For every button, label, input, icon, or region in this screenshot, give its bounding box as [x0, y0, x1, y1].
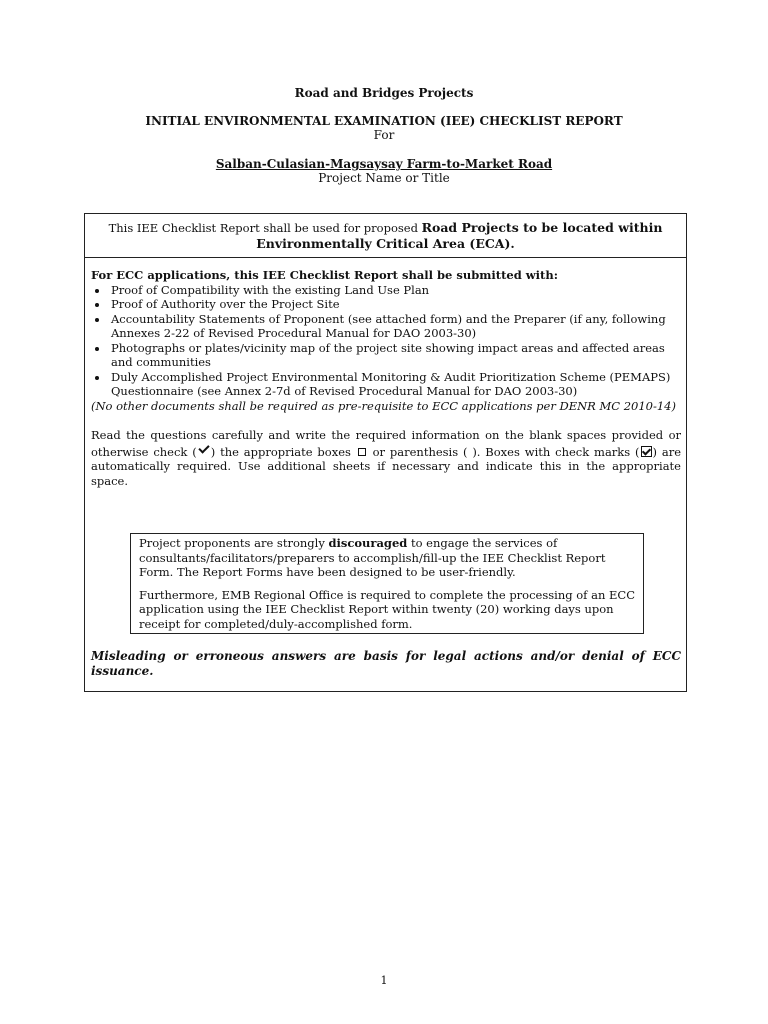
intro-cell: [85, 214, 686, 258]
notice-paragraph-1: [139, 536, 635, 580]
requirements-list: [91, 283, 681, 399]
requirements-note: (No other documents shall be required as pre-requisite to ECC applications per DENR MC 2010-14): [91, 398, 676, 413]
notice-box: [130, 533, 644, 634]
report-title: INITIAL ENVIRONMENTAL EXAMINATION (IEE) CHECKLIST REPORT: [145, 114, 623, 128]
check-mark-icon: [198, 442, 209, 453]
list-item: • Proof of Compatibility with the existing Land Use Plan: [109, 283, 681, 298]
page-number: 1: [380, 974, 388, 987]
requirements-heading: For ECC applications, this IEE Checklist Report shall be submitted with:: [91, 268, 558, 282]
instructions-text-3: or parenthesis ( ). Boxes with check marks (: [372, 444, 640, 459]
notice-text-end: to engage the services of consultants/facilitators/preparers to accomplish/fill-up the IEE Checklist Report Form. The Report Forms have been designed to be user-friendly.: [139, 536, 606, 579]
intro-bold-1: Road Projects to be located within: [421, 220, 663, 235]
list-item: • Proof of Authority over the Project Site: [109, 297, 681, 312]
intro-text: This IEE Checklist Report shall be used for proposed: [108, 221, 422, 235]
intro-bold-2: Environmentally Critical Area (ECA).: [256, 236, 515, 251]
notice-text-start: Project proponents are strongly: [139, 536, 329, 550]
instructions-text-4: ) are automatically required. Use additional sheets if necessary and indicate this in the appropriate space.: [91, 444, 682, 488]
requirements-section: [91, 268, 681, 488]
notice-emphasis: discouraged: [328, 536, 408, 550]
empty-box-icon: [358, 448, 366, 456]
project-name-label: Project Name or Title: [318, 171, 450, 185]
list-item: • Duly Accomplished Project Environmental Monitoring & Audit Prioritization Scheme (PEMAPS) Questionnaire (see Annex 2-7d of Revised Procedural Manual for DAO 2003-30): [109, 370, 681, 399]
list-item: • Accountability Statements of Proponent (see attached form) and the Preparer (if any, following Annexes 2-22 of Revised Procedural Manual for DAO 2003-30): [109, 312, 681, 341]
list-item: • Photographs or plates/vicinity map of the project site showing impact areas and affected areas and communities: [109, 341, 681, 370]
checked-box-icon: [641, 446, 652, 457]
warning-text: Misleading or erroneous answers are basis for legal actions and/or denial of ECC issuance.: [91, 649, 681, 678]
instructions-text-1: Read the questions carefully and write the required information on the blank spaces provided or otherwise check (: [91, 428, 681, 459]
for-label: For: [373, 128, 395, 142]
project-category: Road and Bridges Projects: [294, 86, 474, 100]
project-name: Salban-Culasian-Magsaysay Farm-to-Market Road: [215, 157, 553, 171]
instructions-paragraph: [91, 428, 681, 488]
instructions-text-2: ) the appropriate boxes: [210, 444, 351, 459]
notice-paragraph-2: Furthermore, EMB Regional Office is required to complete the processing of an ECC application using the IEE Checklist Report within twenty (20) working days upon receipt for completed/duly-accomplished form.: [139, 587, 636, 631]
